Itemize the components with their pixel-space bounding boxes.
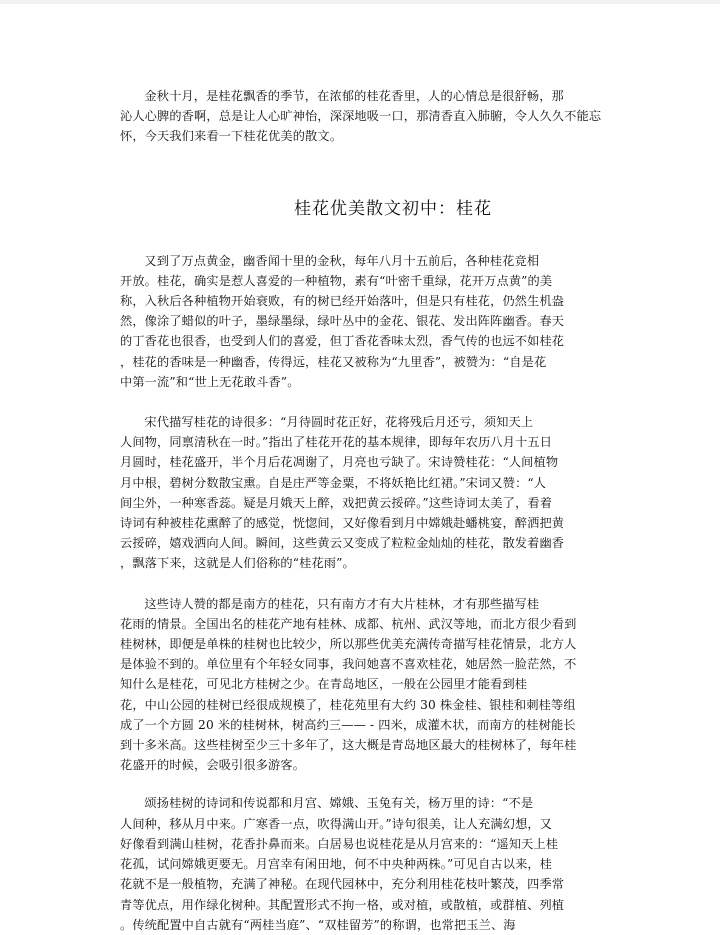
paragraph-spacer (120, 574, 606, 594)
article-body (120, 86, 606, 935)
paragraph-spacer (120, 392, 606, 412)
body-paragraph-4: 颂扬桂树的诗词和传说都和月宫、嫦娥、玉兔有关，杨万里的诗：“不是 人间种，移从月中来。广寒香一点，吹得满山开。”诗句很美，让人充满幻想，又 好像看到满山桂树，花香扑鼻而来。白居易也说桂花是从月宫来的：“遥知天上桂 花孤，试问嫦娥更要无。月宫幸有闲田地，何不中央种两株。”可见自古以来，桂 花就不是一般植物，充满了神秘。在现代园林中，充分利用桂花枝叶繁茂，四季常 青等优点，用作绿化树种。其配置形式不拘一格，或对植，或散植，或群植、列植 。传统配置中自古就有“两桂当庭”、“双桂留芳”的称谓，也常把玉兰、海 (120, 796, 565, 932)
body-paragraph-1: 又到了万点黄金，幽香闻十里的金秋，每年八月十五前后，各种桂花竞相 开放。桂花，确实是惹人喜爱的一种植物，素有“叶密千重绿，花开万点黄”的美 称，入秋后各种植物开始衰败，有的树已经开始落叶，但是只有桂花，仍然生机盎 然，像涂了蜡似的叶子，墨绿墨绿，绿叶丛中的金花、银花、发出阵阵幽香。春天 的丁香花也很香，也受到人们的喜爱，但丁香花香味太烈，香气传的也远不如桂花 ，桂花的香味是一种幽香，传得远，桂花又被称为“九里香”，被赞为：“自是花 中第一流”和“世上无花敢斗香”。 (120, 253, 565, 389)
body-paragraph-2: 宋代描写桂花的诗很多：“月待圆时花正好，花将残后月还亏，须知天上 人间物，同禀清秋在一时。”指出了桂花开花的基本规律，即每年农历八月十五日 月圆时，桂花盛开，半个月后花凋谢了，月亮也亏缺了。宋诗赞桂花：“人间植物 月中根，碧树分数散宝熏。自是庄严等金粟，不将妖艳比红裙。”宋词又赞：“人 间尘外，一种寒香蕊。疑是月娥天上醉，戏把黄云挼碎。”这些诗词太美了，看着 诗词有种被桂花熏醉了的感觉，恍惚间，又好像看到月中嫦娥赴蟠桃宴，醉洒把黄 云挼碎，嬉戏洒向人间。瞬间，这些黄云又变成了粒粒金灿灿的桂花，散发着幽香 ，飘落下来，这就是人们俗称的“桂花雨”。 (120, 415, 565, 571)
body-paragraph-3: 这些诗人赞的都是南方的桂花，只有南方才有大片桂林，才有那些描写桂 花雨的情景。全国出名的桂花产地有桂林、成都、杭州、武汉等地，而北方很少看到 桂树林，即便是单株的桂树也比较少，所以那些优美充满传奇描写桂花情景，北方人 是体验不到的。单位里有个年轻女同事，我问她喜不喜欢桂花，她居然一脸茫然，不 知什么是桂花，可见北方桂树之少。在青岛地区，一般在公园里才能看到桂 花，中山公园的桂树已经很成规模了，桂花苑里有大约 30 株金桂、银桂和刺桂等组 成了一个方圆 20 米的桂树林，树高约三—— - 四米，成灌木状，而南方的桂树能长 到十多米高。这些桂树至少三十多年了，这大概是青岛地区最大的桂树林了，每年桂 花盛开的时候，会吸引很多游客。 (120, 596, 577, 773)
intro-paragraph: 金秋十月，是桂花飘香的季节，在浓郁的桂花香里，人的心情总是很舒畅，那 沁人心脾的香啊，总是让人心旷神怡，深深地吸一口，那清香直入肺腑，令人久久不能忘 怀，今天我们来看一下桂花优美的散文。 (120, 89, 602, 144)
article-title: 桂花优美散文初中：桂花 (294, 198, 492, 219)
page-top-edge (0, 0, 720, 4)
paragraph-spacer (120, 775, 606, 793)
